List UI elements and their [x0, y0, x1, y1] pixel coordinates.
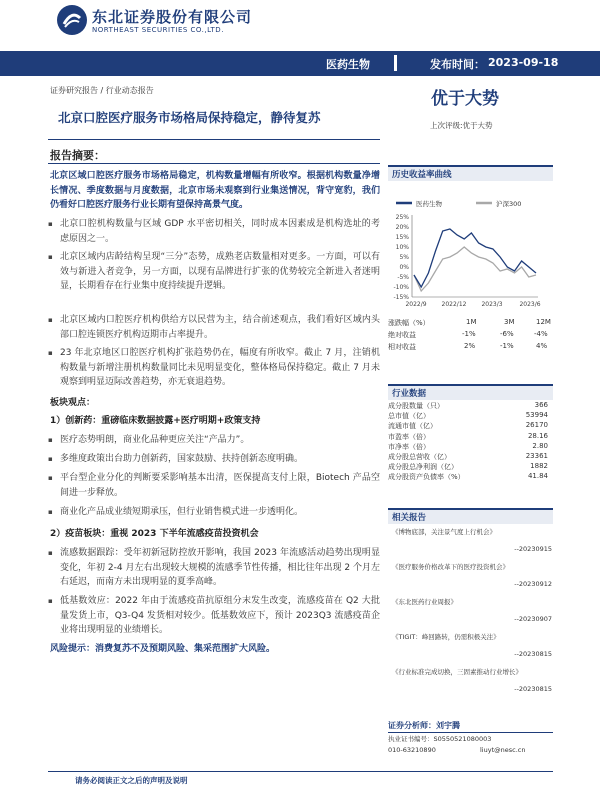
company-name-cn: 东北证券股份有限公司 [92, 8, 253, 26]
y-tick-label: -10% [393, 284, 409, 291]
perf-cell: -1% [500, 342, 514, 350]
perf-cell: 4% [536, 342, 548, 350]
perf-cell: -1% [462, 330, 476, 338]
industry-value: 2.80 [532, 441, 548, 450]
perf-header: 涨跌幅（%） [388, 319, 430, 327]
industry-row [388, 411, 548, 421]
sector-item-2: 2）疫苗板块：重视 2023 下半年流感疫苗投资机会 [50, 529, 259, 539]
chart-heading-bar [388, 165, 553, 181]
section-heading: 板块观点： [50, 398, 96, 408]
chart-heading: 历史收益率曲线 [392, 170, 452, 180]
perf-cell: -4% [534, 330, 548, 338]
x-tick-label: 2022/12 [441, 301, 467, 308]
perf-header-row [388, 318, 553, 329]
return-chart [388, 195, 553, 315]
y-tick-label: -15% [393, 294, 409, 301]
header-divider [394, 55, 397, 71]
y-tick-label: 20% [395, 224, 409, 231]
industry-key: 总市值（亿） [388, 412, 430, 421]
y-tick-label: -5% [397, 274, 409, 281]
company-logo-icon [56, 4, 88, 36]
date-label: 发布时间： [430, 58, 485, 71]
risk-warning: 风险提示：消费复苏不及预期风险、集采范围扩大风险。 [50, 644, 276, 654]
summary-heading: 报告摘要： [50, 149, 105, 162]
industry-value: 41.84 [527, 472, 548, 481]
phone: 010-63210890 [388, 746, 436, 754]
industry-key: 市净率（倍） [388, 442, 430, 451]
related-report-date: --20230907 [514, 615, 552, 623]
industry-key: 成分股资产负债率（%） [388, 473, 465, 482]
industry-value: 28.16 [527, 431, 548, 440]
industry-key: 成分股总净利润（亿） [388, 463, 458, 472]
certificate-number: 执业证书编号：S0550521080003 [388, 735, 492, 743]
related-report-link[interactable]: 《东北医药行业周报》 [392, 598, 457, 606]
analyst-name: 证券分析师：刘宇腾 [388, 721, 460, 730]
bullet-item: ▪ 多维度政策出台助力创新药，国家鼓励、扶持创新态度明确。 [60, 452, 380, 467]
y-tick-label: 0% [399, 264, 409, 271]
series-line [414, 247, 536, 291]
bullet-item: ▪ 23 年北京地区口腔医疗机构扩张趋势仍在，幅度有所收窄。截止 7 月，注销机构数量与新增注册机构数量同比未见明显变化，整体格局保持稳定。截止 7 月未观察到明显迈际改善趋势，亦无衰退趋势。 [60, 346, 380, 390]
related-report-link[interactable]: 《行业标准完成切换，三固素推动行业增长》 [392, 668, 522, 676]
industry-row [388, 401, 548, 411]
divider [48, 139, 380, 140]
industry-row [388, 462, 548, 472]
perf-cell: -6% [500, 330, 514, 338]
report-title: 北京口腔医疗服务市场格局保持稳定，静待复苏 [58, 110, 321, 125]
bullet-item: ▪ 流感数据跟踪：受年初新冠防控放开影响，我国 2023 年流感活动趋势出现明显变化，年初 2-4 月左右出现较大规模的流感季节性传播，相比往年出现 2 个月左右延迟，而南方未出现明显的夏季高峰。 [60, 546, 380, 590]
y-tick-label: 25% [395, 214, 409, 221]
industry-value: 53994 [525, 411, 548, 420]
related-report-link[interactable]: 《TIGIT：峰回路转，仍需积极关注》 [392, 633, 500, 641]
bullet-item: ▪ 北京区域内口腔医疗机构供给方以民营为主，结合前述观点，我们看好区域内头部口腔连锁医疗机构迈期市占率提升。 [60, 313, 380, 342]
x-tick-label: 2023/3 [481, 301, 503, 308]
related-report-date: --20230915 [514, 545, 552, 553]
document-type: 证券研究报告 / 行业动态报告 [50, 86, 154, 95]
sector-item-1: 1）创新药：重磅临床数据披露+医疗明期+政策支持 [50, 416, 261, 426]
legend-label: 医药生物 [416, 200, 442, 208]
email: liuyt@nesc.cn [480, 746, 526, 754]
legend-label: 沪深300 [496, 200, 522, 208]
industry-row [388, 472, 548, 482]
industry-key: 成分股总营收（亿） [388, 453, 451, 461]
industry-key: 流通市值（亿） [388, 422, 437, 431]
industry-row [388, 432, 548, 442]
industry-row [388, 421, 548, 431]
industry-value: 366 [534, 401, 548, 409]
industry-value: 23361 [525, 452, 548, 460]
x-tick-label: 2023/6 [519, 301, 541, 308]
y-tick-label: 10% [395, 244, 409, 251]
perf-header: 1M [466, 318, 477, 326]
divider [48, 163, 380, 164]
publish-date: 2023-09-18 [488, 56, 559, 69]
last-rating: 上次评级:优于大势 [430, 121, 493, 130]
footer-divider [48, 771, 553, 772]
related-heading-bar [388, 508, 553, 524]
related-report-link[interactable]: 《博物底部，关注景气度上行机会》 [392, 528, 496, 536]
industry-key: 成分股数量（只） [388, 402, 444, 410]
company-name-en: NORTHEAST SECURITIES CO.,LTD. [92, 26, 224, 34]
industry-heading-bar [388, 384, 553, 400]
perf-row [388, 330, 553, 341]
related-report-date: --20230815 [514, 685, 552, 693]
perf-header: 3M [504, 318, 515, 326]
perf-header: 12M [536, 318, 551, 326]
related-report-date: --20230912 [514, 580, 552, 588]
bullet-item: ▪ 商业化产品成业绩短期承压，但行业销售模式进一步透明化。 [60, 505, 380, 520]
related-report-link[interactable]: 《医疗服务价格改革下的医疗投资机会》 [392, 563, 509, 571]
industry-value: 26170 [525, 421, 548, 430]
bullet-item: ▪ 平台型企业分化的判断要采影响基本出清，医保提高支付上限，Biotech 产品空间进一步释放。 [60, 471, 380, 500]
y-tick-label: 5% [399, 254, 409, 261]
y-tick-label: 15% [395, 234, 409, 241]
bullet-item: ▪ 北京口腔机构数量与区域 GDP 水平密切相关，同时成本因素成是机构选址的考虑原因之一。 [60, 217, 380, 246]
perf-cell: 相对收益 [388, 343, 416, 351]
footer-disclaimer: 请务必阅读正文之后的声明及说明 [75, 776, 188, 785]
perf-cell: 2% [464, 342, 476, 350]
divider [388, 732, 553, 733]
summary-lead: 北京区域口腔医疗服务市场格局稳定，机构数量增幅有所收窄。根据机构数量净增长情况、季度数据与月度数据，北京市场未观察到行业集送情况，背守宽豹，我们仍看好口腔医疗服务行业长期有望保持高景气度。 [50, 171, 380, 210]
industry-value: 1882 [530, 462, 548, 471]
industry-key: 市盈率（倍） [388, 432, 430, 441]
series-line [414, 229, 536, 287]
industry-label: 医药生物 [326, 58, 370, 71]
related-report-date: --20230815 [514, 650, 552, 658]
perf-row [388, 342, 553, 353]
perf-cell: 绝对收益 [388, 331, 416, 339]
bullet-item: ▪ 医疗态势明朗，商业化品种更应关注“产品力”。 [60, 433, 380, 448]
industry-heading: 行业数据 [392, 389, 427, 399]
bullet-item: ▪ 低基数效应：2022 年由于流感疫苗抗原组分末发生改变，流感疫苗在 Q2 大批量发货上市，Q3-Q4 发货相对较少。低基数效应下，预计 2023Q3 流感疫苗企业将出现明显的业绩增长。 [60, 594, 380, 638]
related-heading: 相关报告 [392, 513, 427, 523]
industry-row [388, 442, 548, 452]
x-tick-label: 2022/9 [405, 301, 427, 308]
industry-row [388, 452, 548, 462]
rating: 优于大势 [431, 89, 499, 109]
bullet-item: ▪ 北京区域内店龄结构呈现“三分”态势，成熟老店数量相对更多。一方面，可以有效与新进入者竞争，另一方面，以现有品牌进行扩张的优势较完全新进入者迷明显，长期看存在行业集中度持续提升逻辑。 [60, 250, 380, 294]
